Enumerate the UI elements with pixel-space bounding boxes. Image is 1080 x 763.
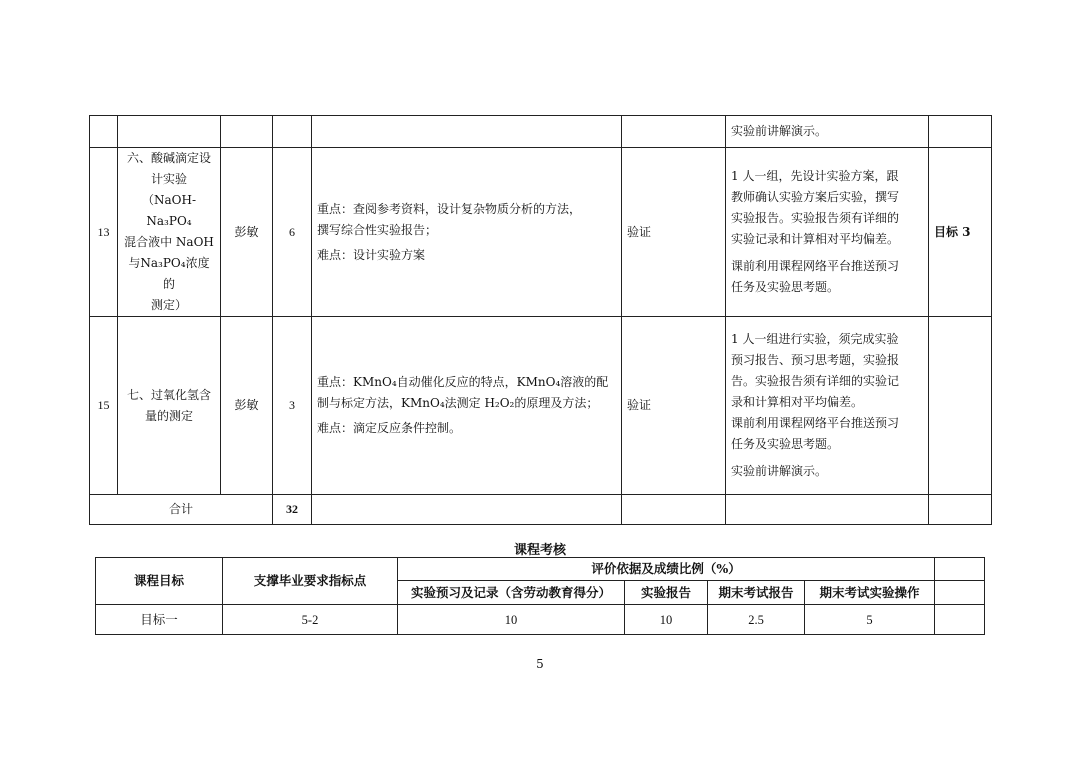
key-points-cell: [312, 148, 622, 317]
value-cell: 10: [625, 605, 708, 635]
req-line: 实验前讲解演示。: [731, 464, 828, 478]
value-cell: 5: [805, 605, 935, 635]
table-row: [96, 558, 985, 581]
req-line: 预习报告、预习思考题，实验报: [731, 353, 900, 367]
req-line: 录和计算相对平均偏差。: [731, 395, 864, 409]
req-line: 课前利用课程网络平台推送预习: [731, 416, 900, 430]
goal-cell: 目标一: [96, 605, 223, 635]
seq-cell: 13: [90, 148, 118, 317]
total-row: [90, 495, 992, 525]
difficulty-line: 难点：设计实验方案: [317, 247, 426, 262]
req-line: 实验报告。实验报告须有详细的: [731, 211, 900, 225]
req-line: 1 人一组，先设计实验方案，跟: [731, 169, 899, 183]
req-line: 任务及实验思考题。: [731, 437, 840, 451]
req-line: 教师确认实验方案后实验，撰写: [731, 190, 900, 204]
header-basis: 评价依据及成绩比例（%）: [398, 558, 935, 581]
assessment-table: [95, 557, 985, 635]
sub-header: 期末考试实验操作: [805, 581, 935, 605]
req-line: 课前利用课程网络平台推送预习: [731, 259, 900, 273]
assessment-caption: 课程考核: [513, 543, 566, 558]
seq-cell: 15: [90, 317, 118, 495]
type-cell: 验证: [622, 148, 726, 317]
goal-cell: 目标 3: [929, 148, 992, 317]
value-cell: 10: [398, 605, 625, 635]
title-line: 量的测定: [144, 408, 193, 423]
sub-header: 实验预习及记录（含劳动教育得分）: [398, 581, 625, 605]
header-goal: 课程目标: [96, 558, 223, 605]
experiment-title-cell: [118, 317, 221, 495]
teacher-cell: 彭敏: [221, 317, 273, 495]
req-line: 任务及实验思考题。: [731, 280, 840, 294]
title-line: 混合液中 NaOH: [124, 235, 214, 249]
page-number: 5: [536, 657, 544, 671]
sub-header: 实验报告: [625, 581, 708, 605]
key-point-line: 重点：KMnO₄自动催化反应的特点，KMnO₄溶液的配: [317, 375, 609, 389]
syllabus-table: [89, 115, 992, 525]
total-label: 合计: [90, 495, 273, 525]
title-line: 六、酸碱滴定设: [126, 151, 211, 165]
header-indicator: 支撑毕业要求指标点: [223, 558, 398, 605]
table-row: [96, 605, 985, 635]
total-hours: 32: [273, 495, 312, 525]
req-line: 告。实验报告须有详细的实验记: [731, 374, 900, 388]
requirement-cell: 实验前讲解演示。: [726, 116, 929, 148]
indicator-cell: 5-2: [223, 605, 398, 635]
teacher-cell: 彭敏: [221, 148, 273, 317]
hours-cell: 3: [273, 317, 312, 495]
key-point-line: 撰写综合性实验报告；: [317, 222, 438, 237]
requirements-cell: [726, 317, 929, 495]
key-points-cell: [312, 317, 622, 495]
key-point-line: 制与标定方法，KMnO₄法测定 H₂O₂的原理及方法；: [317, 396, 599, 410]
title-line: 计实验: [150, 172, 187, 186]
req-line: 1 人一组进行实验，须完成实验: [731, 332, 899, 346]
table-row: [90, 148, 992, 317]
title-line: 七、过氧化氢含: [126, 387, 211, 402]
value-cell: 2.5: [708, 605, 805, 635]
table-row: [90, 116, 992, 148]
requirements-cell: [726, 148, 929, 317]
type-cell: 验证: [622, 317, 726, 495]
difficulty-line: 难点：滴定反应条件控制。: [317, 421, 462, 435]
key-point-line: 重点：查阅参考资料，设计复杂物质分析的方法，: [317, 201, 582, 216]
sub-header: 期末考试报告: [708, 581, 805, 605]
experiment-title-cell: [118, 148, 221, 317]
hours-cell: 6: [273, 148, 312, 317]
req-line: 实验记录和计算相对平均偏差。: [731, 232, 900, 246]
title-line: 测定）: [150, 298, 187, 312]
title-line: （NaOH-Na₃PO₄: [141, 193, 196, 228]
table-row: [90, 317, 992, 495]
title-line: 与Na₃PO₄浓度的: [128, 256, 210, 291]
